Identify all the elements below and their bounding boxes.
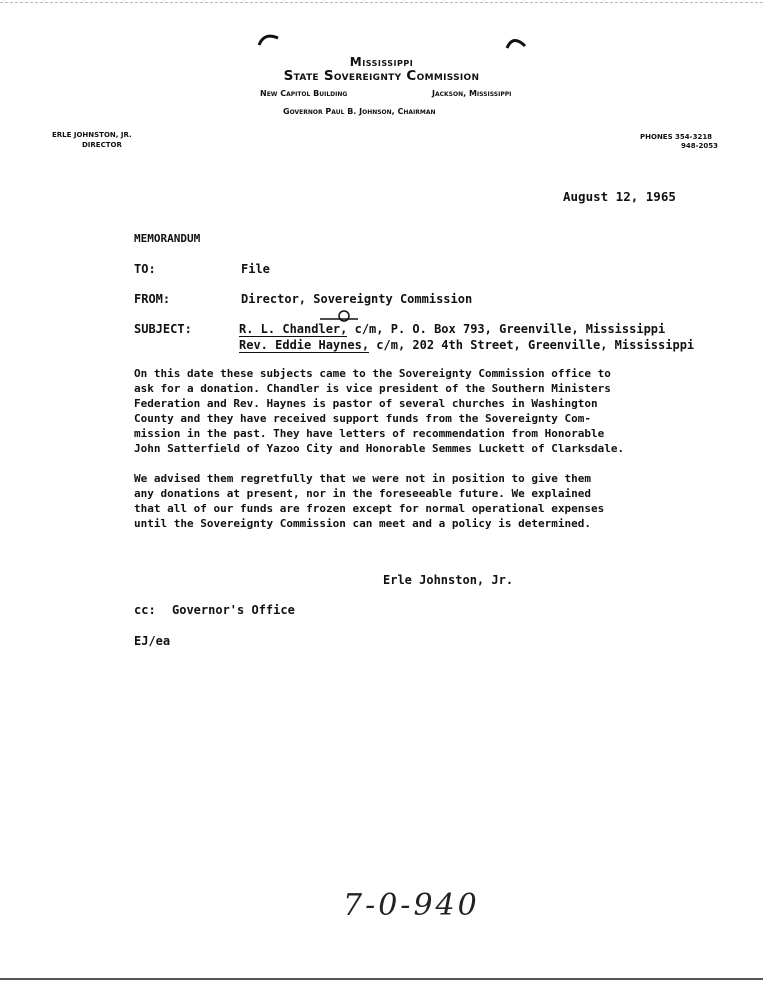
subject-label: SUBJECT: bbox=[134, 322, 192, 336]
handwritten-mark-icon bbox=[318, 309, 364, 323]
signature: Erle Johnston, Jr. bbox=[383, 573, 514, 587]
director-title: DIRECTOR bbox=[82, 141, 122, 149]
file-number: 7-0-940 bbox=[343, 888, 480, 923]
from-label: FROM: bbox=[134, 292, 171, 306]
seal-mark-left-icon bbox=[256, 30, 282, 48]
body-line: that all of our funds are frozen except for normal operational expenses bbox=[134, 502, 605, 515]
body-paragraph-2 bbox=[134, 471, 734, 531]
letterhead-address-right: Jackson, Mississippi bbox=[432, 89, 512, 98]
initials: EJ/ea bbox=[134, 634, 171, 648]
subject-name-1: R. L. Chandler, bbox=[239, 322, 348, 336]
letterhead-commission: State Sovereignty Commission bbox=[283, 68, 480, 84]
body-line: County and they have received support funds from the Sovereignty Com- bbox=[134, 412, 591, 425]
subject-address-1: c/m, P. O. Box 793, Greenville, Mississippi bbox=[347, 322, 666, 336]
body-line: Federation and Rev. Haynes is pastor of several churches in Washington bbox=[134, 397, 598, 410]
seal-mark-right-icon bbox=[503, 32, 529, 50]
cc-value: Governor's Office bbox=[172, 603, 295, 617]
phones-line1: PHONES 354-3218 bbox=[640, 133, 713, 141]
subject-line-1 bbox=[239, 322, 665, 336]
letterhead-state: Mississippi bbox=[349, 55, 414, 69]
top-border bbox=[0, 2, 763, 3]
body-line: any donations at present, nor in the foreseeable future. We explained bbox=[134, 487, 591, 500]
body-paragraph-1 bbox=[134, 366, 734, 456]
body-line: John Satterfield of Yazoo City and Honorable Semmes Luckett of Clarksdale. bbox=[134, 442, 625, 455]
body-line: ask for a donation. Chandler is vice president of the Southern Ministers bbox=[134, 382, 611, 395]
to-value: File bbox=[241, 262, 270, 276]
body-line: mission in the past. They have letters of recommendation from Honorable bbox=[134, 427, 605, 440]
bottom-border bbox=[0, 978, 763, 980]
letterhead-address-left: New Capitol Building bbox=[260, 89, 348, 98]
body-line: On this date these subjects came to the Sovereignty Commission office to bbox=[134, 367, 611, 380]
body-line: We advised them regretfully that we were not in position to give them bbox=[134, 472, 591, 485]
body-line: until the Sovereignty Commission can meet and a policy is determined. bbox=[134, 517, 591, 530]
phones-line2: 948-2053 bbox=[681, 142, 718, 150]
subject-line-2 bbox=[239, 338, 694, 352]
from-value: Director, Sovereignty Commission bbox=[241, 292, 473, 306]
cc-label: cc: bbox=[134, 603, 156, 617]
subject-address-2: c/m, 202 4th Street, Greenville, Mississippi bbox=[369, 338, 695, 352]
to-label: TO: bbox=[134, 262, 156, 276]
letterhead-governor: Governor Paul B. Johnson, Chairman bbox=[283, 107, 436, 116]
memo-date: August 12, 1965 bbox=[563, 189, 676, 204]
memo-heading: MEMORANDUM bbox=[134, 232, 201, 245]
director-name: ERLE JOHNSTON, JR. bbox=[52, 131, 132, 139]
subject-name-2: Rev. Eddie Haynes, bbox=[239, 338, 370, 352]
